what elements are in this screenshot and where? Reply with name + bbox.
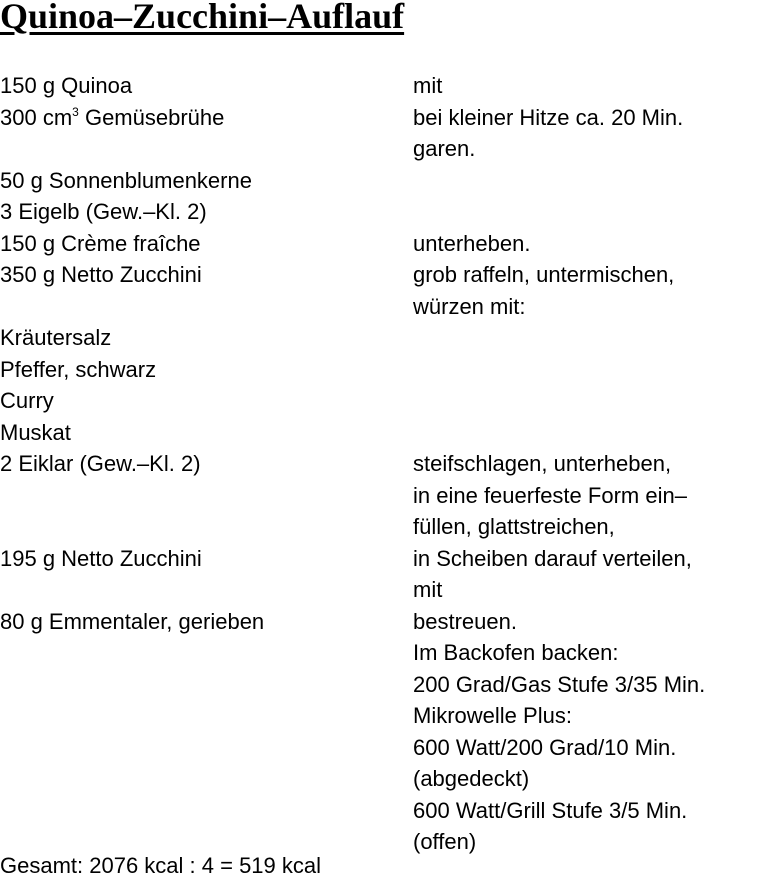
ingredient: Muskat: [0, 419, 71, 445]
ingredient: 150 g Crème fraîche: [0, 230, 201, 256]
instruction: [413, 102, 769, 165]
instruction-line: mit: [413, 73, 443, 98]
recipe-row: [0, 228, 769, 260]
ingredient: Kräutersalz: [0, 325, 112, 350]
instruction-line: 600 Watt/200 Grad/10 Min.: [413, 734, 677, 760]
instruction-line: Mikrowelle Plus:: [413, 703, 572, 728]
ingredient: 195 g Netto Zucchini: [0, 545, 202, 571]
instruction: [413, 354, 769, 386]
instruction-line: (abgedeckt): [413, 766, 530, 791]
instruction-line: 200 Grad/Gas Stufe 3/35 Min.: [413, 671, 706, 697]
recipe-row: [0, 606, 769, 858]
ingredient: Curry: [0, 388, 54, 413]
instruction-line: füllen, glattstreichen,: [413, 514, 615, 539]
recipe-row: [0, 543, 769, 606]
instruction-line: in eine feuerfeste Form ein–: [413, 482, 687, 508]
instruction: [413, 417, 769, 449]
instruction-line: bei kleiner Hitze ca. 20 Min.: [413, 104, 684, 130]
instruction: [413, 606, 769, 858]
recipe-title: Quinoa–Zucchini–Auflauf: [0, 0, 405, 36]
instruction: [413, 448, 769, 543]
instruction: [413, 70, 769, 102]
instruction: [413, 259, 769, 322]
recipe-row: [0, 196, 769, 228]
instruction-line: steifschlagen, unterheben,: [413, 451, 672, 476]
instruction: [413, 543, 769, 606]
recipe-row: [0, 259, 769, 322]
recipe-row: [0, 165, 769, 197]
instruction: [413, 165, 769, 197]
instruction-line: garen.: [413, 136, 476, 161]
recipe-row: [0, 417, 769, 449]
recipe-row: [0, 448, 769, 543]
instruction-line: grob raffeln, untermischen,: [413, 262, 675, 287]
instruction-line: unterheben.: [413, 230, 531, 256]
instruction-line: bestreuen.: [413, 608, 517, 634]
instruction-line: mit: [413, 577, 443, 602]
recipe-row: [0, 354, 769, 386]
recipe-rows: [0, 70, 769, 858]
recipe-row: [0, 322, 769, 354]
ingredient: 300 $cm^3$ Gemüsebrühe: [0, 104, 225, 130]
ingredient: 150 g Quinoa: [0, 73, 133, 98]
ingredient: 80 g Emmentaler, gerieben: [0, 608, 265, 634]
instruction-line: in Scheiben darauf verteilen,: [413, 545, 692, 571]
instruction: [413, 228, 769, 260]
ingredient: 2 Eiklar (Gew.–Kl. 2): [0, 451, 201, 476]
instruction-line: Im Backofen backen:: [413, 640, 619, 665]
ingredient: Pfeffer, schwarz: [0, 356, 157, 382]
recipe-row: [0, 385, 769, 417]
recipe-row: [0, 70, 769, 102]
ingredient: 50 g Sonnenblumenkerne: [0, 167, 252, 193]
calorie-total: Gesamt: 2076 kcal : 4 = 519 kcal: [0, 853, 322, 878]
instruction: [413, 196, 769, 228]
instruction: [413, 322, 769, 354]
instruction-line: würzen mit:: [413, 293, 526, 319]
recipe-row: [0, 102, 769, 165]
ingredient: 350 g Netto Zucchini: [0, 262, 202, 287]
ingredient: 3 Eigelb (Gew.–Kl. 2): [0, 199, 207, 224]
instruction-line: 600 Watt/Grill Stufe 3/5 Min.: [413, 797, 688, 823]
instruction: [413, 385, 769, 417]
instruction-line: (offen): [413, 829, 477, 854]
